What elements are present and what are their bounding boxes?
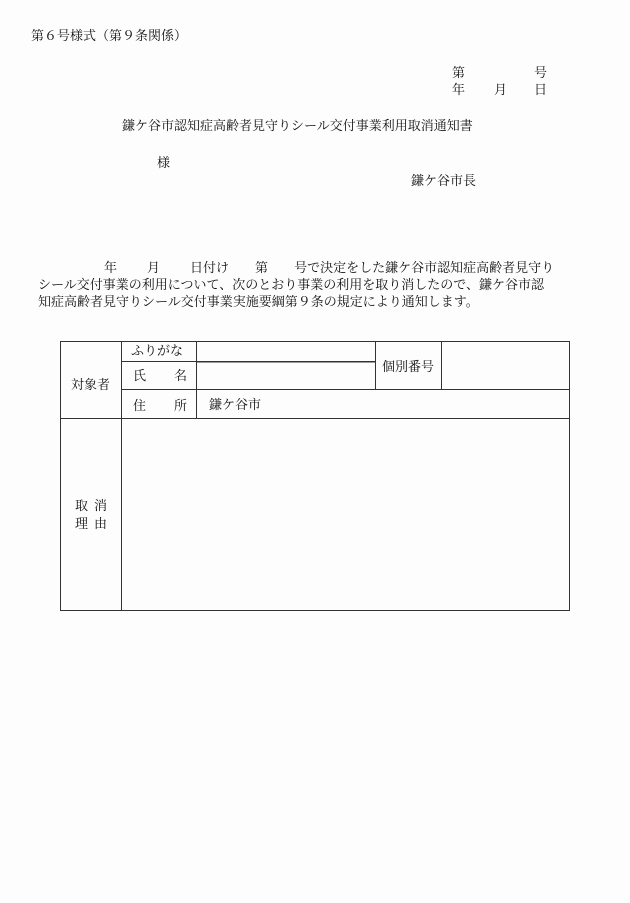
id-number-field[interactable] [442, 342, 569, 389]
document-title: 鎌ケ谷市認知症高齢者見守りシール交付事業利用取消通知書 [122, 119, 473, 134]
document-number-label: 第 [452, 66, 466, 81]
body-number-prefix: 第 [255, 261, 269, 276]
notice-table [60, 341, 570, 611]
date-year-label: 年 [452, 83, 466, 98]
addressee-suffix: 様 [157, 156, 171, 171]
id-number-label: 個別番号 [382, 360, 435, 375]
body-month: 月 [147, 261, 161, 276]
reason-field[interactable] [122, 419, 569, 610]
body-day-dated: 日付け [190, 261, 230, 276]
date-month-label: 月 [494, 83, 508, 98]
body-line-3: 知症高齢者見守りシール交付事業実施要綱第９条の規定により通知します。 [38, 295, 479, 310]
rule-address [121, 389, 569, 390]
reason-label-line-1: 取 消 [75, 499, 107, 514]
subject-label: 対象者 [71, 378, 111, 393]
form-number: 第６号様式（第９条関係） [31, 29, 188, 44]
furigana-field[interactable] [197, 342, 375, 361]
address-value: 鎌ケ谷市 [209, 398, 262, 413]
rule-id-column [375, 342, 376, 389]
body-line-1-text: 号で決定をした鎌ケ谷市認知症高齢者見守り [294, 261, 555, 276]
document-number-suffix: 号 [534, 66, 548, 81]
issuer-name: 鎌ケ谷市長 [411, 174, 477, 189]
body-line-2: シール交付事業の利用について、次のとおり事業の利用を取り消したので、鎌ケ谷市認 [38, 278, 544, 293]
body-line-1 [38, 262, 554, 275]
name-label: 氏 名 [133, 369, 187, 384]
name-field[interactable] [197, 363, 375, 389]
date-day-label: 日 [534, 83, 548, 98]
furigana-label: ふりがな [131, 344, 184, 359]
body-year: 年 [104, 261, 118, 276]
reason-label-line-2: 理 由 [75, 517, 107, 532]
address-label: 住 所 [133, 399, 187, 414]
